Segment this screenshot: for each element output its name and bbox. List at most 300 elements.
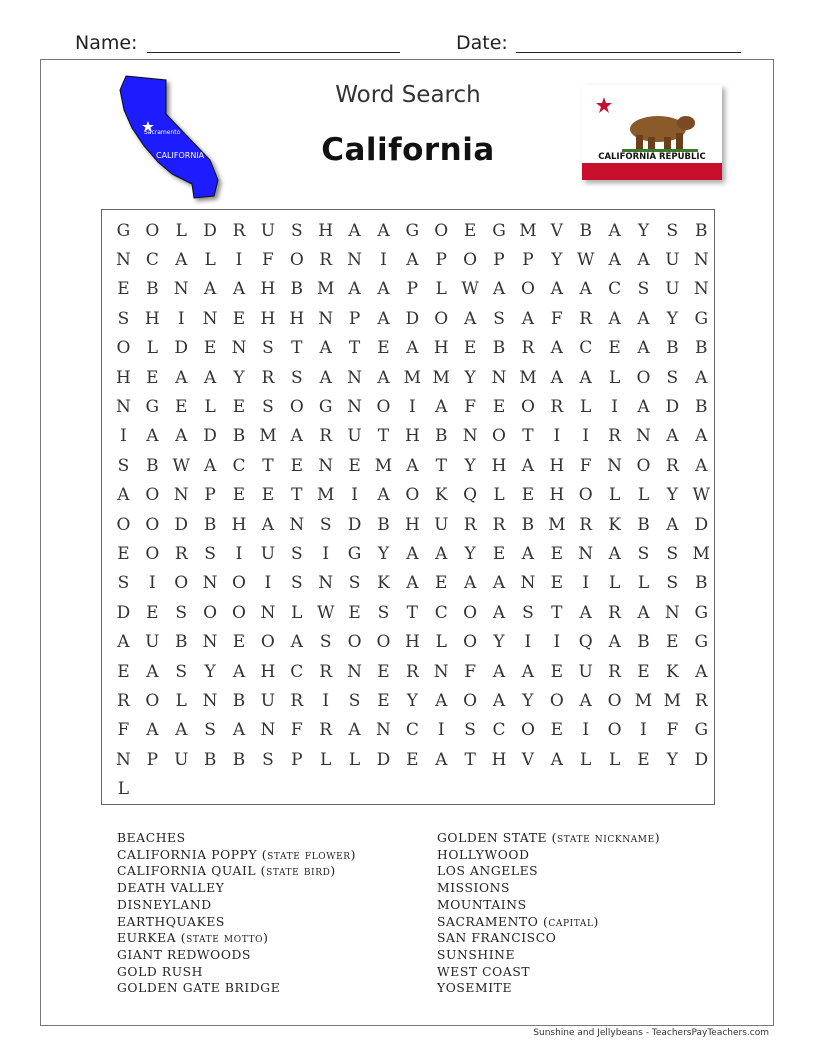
grid-letter[interactable]: N — [202, 632, 218, 653]
grid-letter[interactable]: E — [550, 661, 564, 682]
grid-letter[interactable]: A — [290, 426, 303, 447]
grid-letter[interactable]: O — [116, 338, 131, 359]
grid-letter[interactable]: Y — [666, 308, 678, 329]
grid-letter[interactable]: Y — [493, 632, 505, 653]
grid-letter[interactable]: N — [636, 426, 651, 447]
grid-letter[interactable]: F — [262, 250, 274, 271]
grid-letter[interactable]: N — [433, 661, 449, 682]
grid-letter[interactable]: A — [319, 367, 332, 388]
grid-letter[interactable]: C — [232, 455, 246, 476]
grid-letter[interactable]: H — [404, 514, 420, 535]
grid-letter[interactable]: M — [548, 514, 566, 535]
grid-letter[interactable]: I — [120, 426, 127, 447]
name-field[interactable] — [147, 52, 400, 53]
grid-letter[interactable]: L — [580, 749, 592, 770]
grid-letter[interactable]: O — [376, 632, 391, 653]
grid-letter[interactable]: B — [203, 514, 217, 535]
grid-letter[interactable]: L — [435, 632, 447, 653]
grid-letter[interactable]: T — [464, 749, 476, 770]
grid-letter[interactable]: E — [377, 338, 390, 359]
grid-letter[interactable]: B — [695, 338, 708, 359]
grid-letter[interactable]: E — [377, 661, 390, 682]
grid-letter[interactable]: A — [492, 602, 506, 623]
grid-letter[interactable]: G — [318, 397, 333, 418]
grid-letter[interactable]: N — [116, 250, 131, 271]
grid-letter[interactable]: H — [260, 308, 276, 329]
grid-letter[interactable]: A — [608, 632, 621, 653]
grid-letter[interactable]: A — [463, 573, 477, 594]
grid-letter[interactable]: A — [492, 279, 506, 300]
grid-letter[interactable]: F — [117, 720, 130, 741]
grid-letter[interactable]: L — [291, 602, 303, 623]
grid-letter[interactable]: A — [637, 397, 650, 418]
grid-letter[interactable]: H — [491, 455, 507, 476]
grid-letter[interactable]: I — [437, 720, 445, 741]
grid-letter[interactable]: E — [637, 749, 650, 770]
grid-letter[interactable]: A — [406, 455, 419, 476]
grid-letter[interactable]: F — [550, 308, 563, 329]
grid-letter[interactable]: N — [347, 397, 362, 418]
grid-letter[interactable]: O — [174, 573, 189, 594]
grid-letter[interactable]: R — [550, 397, 564, 418]
grid-letter[interactable]: O — [145, 485, 160, 506]
grid-letter[interactable]: E — [146, 367, 159, 388]
grid-letter[interactable]: L — [175, 690, 187, 711]
grid-letter[interactable]: T — [262, 455, 274, 476]
grid-letter[interactable]: T — [348, 338, 361, 359]
grid-letter[interactable]: R — [290, 690, 304, 711]
grid-letter[interactable]: A — [406, 338, 419, 359]
grid-letter[interactable]: R — [174, 543, 188, 564]
grid-letter[interactable]: M — [663, 690, 682, 711]
grid-letter[interactable]: A — [666, 426, 679, 447]
grid-letter[interactable]: E — [377, 690, 390, 711]
grid-letter[interactable]: N — [202, 573, 218, 594]
grid-letter[interactable]: S — [290, 367, 303, 388]
grid-letter[interactable]: A — [232, 279, 246, 300]
grid-letter[interactable]: E — [550, 720, 564, 741]
grid-letter[interactable]: S — [175, 661, 188, 682]
grid-letter[interactable]: N — [260, 602, 276, 623]
grid-letter[interactable]: H — [231, 514, 247, 535]
grid-letter[interactable]: R — [608, 602, 621, 623]
grid-letter[interactable]: L — [175, 220, 187, 241]
grid-letter[interactable]: H — [318, 220, 334, 241]
grid-letter[interactable]: M — [403, 367, 422, 388]
grid-letter[interactable]: L — [580, 397, 592, 418]
grid-letter[interactable]: E — [232, 485, 246, 506]
grid-letter[interactable]: G — [405, 220, 420, 241]
grid-letter[interactable]: M — [316, 485, 335, 506]
grid-letter[interactable]: R — [232, 220, 246, 241]
grid-letter[interactable]: E — [203, 338, 217, 359]
grid-letter[interactable]: M — [259, 426, 277, 447]
grid-letter[interactable]: A — [377, 485, 390, 506]
grid-letter[interactable]: A — [117, 485, 130, 506]
grid-letter[interactable]: S — [319, 632, 332, 653]
grid-letter[interactable]: A — [406, 573, 419, 594]
grid-letter[interactable]: E — [117, 661, 130, 682]
grid-letter[interactable]: N — [289, 514, 305, 535]
grid-letter[interactable]: E — [463, 220, 477, 241]
grid-letter[interactable]: W — [576, 250, 595, 271]
grid-letter[interactable]: O — [376, 397, 391, 418]
grid-letter[interactable]: A — [175, 720, 188, 741]
grid-letter[interactable]: A — [377, 220, 390, 241]
grid-letter[interactable]: Y — [233, 367, 245, 388]
grid-letter[interactable]: N — [664, 602, 680, 623]
grid-letter[interactable]: U — [174, 749, 189, 770]
grid-letter[interactable]: L — [204, 250, 216, 271]
grid-letter[interactable]: O — [463, 690, 478, 711]
grid-letter[interactable]: Y — [666, 485, 678, 506]
grid-letter[interactable]: A — [608, 308, 621, 329]
grid-letter[interactable]: B — [521, 514, 535, 535]
grid-letter[interactable]: N — [318, 455, 334, 476]
grid-letter[interactable]: A — [492, 661, 506, 682]
grid-letter[interactable]: I — [408, 397, 416, 418]
grid-letter[interactable]: O — [405, 485, 420, 506]
grid-letter[interactable]: B — [492, 338, 506, 359]
grid-letter[interactable]: E — [348, 602, 361, 623]
grid-letter[interactable]: T — [377, 426, 390, 447]
grid-letter[interactable]: N — [491, 367, 507, 388]
grid-letter[interactable]: A — [637, 602, 650, 623]
grid-letter[interactable]: B — [434, 426, 448, 447]
grid-letter[interactable]: O — [232, 602, 246, 623]
grid-letter[interactable]: P — [406, 279, 419, 300]
grid-letter[interactable]: E — [521, 485, 535, 506]
grid-letter[interactable]: I — [322, 690, 330, 711]
grid-letter[interactable]: B — [146, 279, 159, 300]
grid-letter[interactable]: B — [637, 514, 650, 535]
grid-letter[interactable]: D — [694, 514, 709, 535]
grid-letter[interactable]: L — [608, 367, 621, 388]
grid-letter[interactable]: H — [491, 749, 507, 770]
grid-letter[interactable]: Q — [578, 632, 593, 653]
grid-letter[interactable]: E — [146, 602, 159, 623]
grid-letter[interactable]: P — [348, 308, 361, 329]
grid-letter[interactable]: E — [550, 543, 564, 564]
grid-letter[interactable]: V — [550, 220, 563, 241]
grid-letter[interactable]: P — [291, 749, 303, 770]
grid-letter[interactable]: I — [582, 426, 590, 447]
grid-letter[interactable]: A — [146, 661, 159, 682]
grid-letter[interactable]: F — [579, 455, 592, 476]
grid-letter[interactable]: O — [260, 632, 275, 653]
grid-letter[interactable]: I — [351, 485, 358, 506]
grid-letter[interactable]: A — [175, 367, 188, 388]
grid-letter[interactable]: E — [608, 338, 621, 359]
grid-letter[interactable]: G — [347, 543, 362, 564]
grid-letter[interactable]: A — [348, 279, 361, 300]
grid-letter[interactable]: N — [607, 455, 623, 476]
grid-letter[interactable]: H — [289, 308, 305, 329]
grid-letter[interactable]: S — [262, 397, 274, 418]
grid-letter[interactable]: R — [492, 514, 506, 535]
grid-letter[interactable]: R — [608, 661, 621, 682]
grid-letter[interactable]: D — [174, 514, 189, 535]
grid-letter[interactable]: A — [117, 632, 130, 653]
grid-letter[interactable]: L — [320, 749, 332, 770]
grid-letter[interactable]: A — [637, 338, 650, 359]
grid-letter[interactable]: L — [348, 749, 361, 770]
grid-letter[interactable]: S — [377, 602, 390, 623]
grid-letter[interactable]: S — [464, 720, 476, 741]
grid-letter[interactable]: C — [145, 250, 159, 271]
grid-letter[interactable]: A — [377, 279, 390, 300]
grid-letter[interactable]: S — [290, 573, 303, 594]
grid-letter[interactable]: B — [579, 220, 592, 241]
grid-letter[interactable]: E — [550, 573, 564, 594]
grid-letter[interactable]: I — [322, 543, 330, 564]
grid-letter[interactable]: E — [117, 543, 130, 564]
grid-letter[interactable]: N — [693, 279, 709, 300]
grid-letter[interactable]: B — [174, 632, 188, 653]
grid-letter[interactable]: C — [434, 602, 448, 623]
grid-letter[interactable]: N — [318, 573, 334, 594]
grid-letter[interactable]: I — [611, 397, 618, 418]
grid-letter[interactable]: S — [637, 543, 650, 564]
grid-letter[interactable]: I — [177, 308, 185, 329]
grid-letter[interactable]: A — [290, 632, 303, 653]
grid-letter[interactable]: O — [492, 426, 506, 447]
grid-letter[interactable]: R — [579, 514, 593, 535]
grid-letter[interactable]: P — [204, 485, 216, 506]
grid-letter[interactable]: E — [232, 632, 246, 653]
grid-letter[interactable]: A — [319, 338, 332, 359]
grid-letter[interactable]: K — [377, 573, 390, 594]
grid-letter[interactable]: O — [232, 573, 246, 594]
grid-letter[interactable]: O — [145, 514, 160, 535]
grid-letter[interactable]: C — [608, 279, 622, 300]
grid-letter[interactable]: H — [260, 279, 276, 300]
grid-letter[interactable]: A — [203, 279, 217, 300]
grid-letter[interactable]: O — [145, 543, 160, 564]
grid-letter[interactable]: A — [175, 426, 188, 447]
grid-letter[interactable]: Y — [204, 661, 216, 682]
grid-letter[interactable]: B — [203, 749, 217, 770]
grid-letter[interactable]: T — [522, 426, 534, 447]
grid-letter[interactable]: Q — [463, 485, 478, 506]
grid-letter[interactable]: I — [235, 543, 243, 564]
grid-letter[interactable]: A — [146, 426, 159, 447]
grid-letter[interactable]: A — [203, 367, 217, 388]
grid-letter[interactable]: A — [695, 661, 708, 682]
grid-letter[interactable]: G — [694, 720, 709, 741]
grid-letter[interactable]: E — [232, 308, 246, 329]
grid-letter[interactable]: S — [204, 543, 216, 564]
grid-letter[interactable]: A — [608, 543, 621, 564]
grid-letter[interactable]: D — [694, 749, 709, 770]
grid-letter[interactable]: A — [579, 367, 592, 388]
grid-letter[interactable]: K — [666, 661, 679, 682]
grid-letter[interactable]: S — [666, 367, 679, 388]
grid-letter[interactable]: O — [607, 720, 622, 741]
grid-letter[interactable]: P — [493, 250, 505, 271]
grid-letter[interactable]: U — [578, 661, 593, 682]
grid-letter[interactable]: I — [640, 720, 647, 741]
grid-letter[interactable]: O — [347, 632, 362, 653]
grid-letter[interactable]: Y — [377, 543, 390, 564]
grid-letter[interactable]: C — [405, 720, 419, 741]
grid-letter[interactable]: D — [203, 220, 217, 241]
grid-letter[interactable]: L — [493, 485, 505, 506]
grid-letter[interactable]: I — [582, 573, 590, 594]
grid-letter[interactable]: B — [695, 573, 708, 594]
grid-letter[interactable]: N — [318, 308, 334, 329]
grid-letter[interactable]: A — [492, 573, 506, 594]
grid-letter[interactable]: Y — [464, 543, 476, 564]
grid-letter[interactable]: A — [695, 426, 708, 447]
grid-letter[interactable]: A — [348, 220, 361, 241]
grid-letter[interactable]: O — [289, 397, 304, 418]
grid-letter[interactable]: S — [117, 308, 130, 329]
grid-letter[interactable]: R — [579, 308, 593, 329]
grid-letter[interactable]: N — [202, 690, 218, 711]
grid-letter[interactable]: S — [666, 573, 679, 594]
grid-letter[interactable]: I — [582, 720, 590, 741]
grid-letter[interactable]: I — [235, 250, 243, 271]
grid-letter[interactable]: E — [348, 455, 361, 476]
grid-letter[interactable]: S — [262, 338, 274, 359]
grid-letter[interactable]: C — [492, 720, 506, 741]
grid-letter[interactable]: C — [290, 661, 304, 682]
grid-letter[interactable]: A — [666, 514, 679, 535]
grid-letter[interactable]: N — [116, 749, 131, 770]
grid-letter[interactable]: O — [636, 367, 651, 388]
grid-letter[interactable]: A — [146, 720, 159, 741]
grid-letter[interactable]: E — [117, 279, 130, 300]
grid-letter[interactable]: N — [231, 338, 247, 359]
grid-letter[interactable]: A — [203, 455, 217, 476]
grid-letter[interactable]: D — [203, 426, 217, 447]
grid-letter[interactable]: R — [608, 426, 621, 447]
grid-letter[interactable]: M — [374, 455, 393, 476]
grid-letter[interactable]: A — [435, 397, 448, 418]
grid-letter[interactable]: U — [145, 632, 160, 653]
grid-letter[interactable]: D — [116, 602, 131, 623]
grid-letter[interactable]: R — [665, 455, 679, 476]
grid-letter[interactable]: F — [666, 720, 679, 741]
grid-letter[interactable]: E — [637, 661, 650, 682]
grid-letter[interactable]: B — [290, 279, 304, 300]
grid-letter[interactable]: L — [146, 338, 158, 359]
grid-letter[interactable]: U — [260, 543, 276, 564]
grid-letter[interactable]: N — [202, 308, 218, 329]
grid-letter[interactable]: D — [376, 749, 391, 770]
grid-letter[interactable]: S — [290, 220, 303, 241]
grid-letter[interactable]: A — [348, 720, 361, 741]
grid-letter[interactable]: A — [175, 250, 188, 271]
grid-letter[interactable]: A — [550, 279, 563, 300]
grid-letter[interactable]: H — [549, 485, 565, 506]
grid-letter[interactable]: S — [522, 602, 534, 623]
grid-letter[interactable]: L — [637, 485, 650, 506]
grid-letter[interactable]: B — [232, 749, 246, 770]
grid-letter[interactable]: O — [549, 690, 564, 711]
grid-letter[interactable]: R — [319, 250, 333, 271]
grid-letter[interactable]: O — [145, 220, 160, 241]
grid-letter[interactable]: S — [262, 749, 274, 770]
grid-letter[interactable]: A — [377, 308, 390, 329]
grid-letter[interactable]: T — [406, 602, 419, 623]
grid-letter[interactable]: G — [492, 220, 506, 241]
grid-letter[interactable]: O — [520, 397, 535, 418]
grid-letter[interactable]: M — [432, 367, 450, 388]
grid-letter[interactable]: A — [232, 661, 246, 682]
grid-letter[interactable]: F — [464, 397, 477, 418]
grid-letter[interactable]: H — [549, 455, 565, 476]
grid-letter[interactable]: N — [260, 720, 276, 741]
grid-letter[interactable]: O — [463, 602, 478, 623]
grid-letter[interactable]: S — [348, 690, 361, 711]
grid-letter[interactable]: S — [319, 514, 332, 535]
grid-letter[interactable]: M — [316, 279, 335, 300]
grid-letter[interactable]: U — [347, 426, 362, 447]
grid-letter[interactable]: B — [695, 220, 708, 241]
grid-letter[interactable]: B — [232, 426, 246, 447]
grid-letter[interactable]: N — [173, 279, 189, 300]
grid-letter[interactable]: R — [463, 514, 477, 535]
grid-letter[interactable]: U — [260, 220, 276, 241]
grid-letter[interactable]: A — [521, 661, 535, 682]
grid-letter[interactable]: B — [666, 338, 679, 359]
grid-letter[interactable]: B — [695, 397, 708, 418]
grid-letter[interactable]: K — [608, 514, 621, 535]
grid-letter[interactable]: H — [116, 367, 131, 388]
date-field[interactable] — [516, 52, 741, 53]
grid-letter[interactable]: S — [493, 308, 505, 329]
grid-letter[interactable]: B — [232, 690, 246, 711]
grid-letter[interactable]: T — [291, 485, 303, 506]
grid-letter[interactable]: A — [435, 749, 448, 770]
grid-letter[interactable]: Y — [522, 690, 534, 711]
grid-letter[interactable]: B — [637, 632, 650, 653]
grid-letter[interactable]: E — [666, 632, 679, 653]
grid-letter[interactable]: S — [666, 220, 679, 241]
grid-letter[interactable]: Y — [637, 220, 650, 241]
grid-letter[interactable]: N — [173, 485, 189, 506]
grid-letter[interactable]: P — [522, 250, 534, 271]
grid-letter[interactable]: A — [232, 720, 246, 741]
grid-letter[interactable]: N — [520, 573, 536, 594]
grid-letter[interactable]: E — [232, 397, 246, 418]
grid-letter[interactable]: U — [260, 690, 276, 711]
grid-letter[interactable]: O — [578, 485, 593, 506]
grid-letter[interactable]: S — [348, 573, 361, 594]
grid-letter[interactable]: K — [434, 485, 448, 506]
grid-letter[interactable]: A — [579, 690, 592, 711]
grid-letter[interactable]: R — [319, 426, 333, 447]
grid-letter[interactable]: A — [521, 308, 535, 329]
grid-letter[interactable]: I — [553, 426, 561, 447]
grid-letter[interactable]: H — [404, 426, 420, 447]
grid-letter[interactable]: I — [380, 250, 387, 271]
grid-letter[interactable]: S — [117, 455, 130, 476]
grid-letter[interactable]: H — [144, 308, 160, 329]
grid-letter[interactable]: L — [435, 279, 447, 300]
grid-letter[interactable]: Y — [464, 367, 476, 388]
grid-letter[interactable]: A — [637, 308, 650, 329]
grid-letter[interactable]: Y — [464, 455, 476, 476]
grid-letter[interactable]: A — [550, 749, 563, 770]
grid-letter[interactable]: A — [608, 220, 621, 241]
grid-letter[interactable]: O — [145, 690, 160, 711]
grid-letter[interactable]: A — [521, 543, 535, 564]
grid-letter[interactable]: O — [520, 720, 535, 741]
grid-letter[interactable]: I — [524, 632, 532, 653]
